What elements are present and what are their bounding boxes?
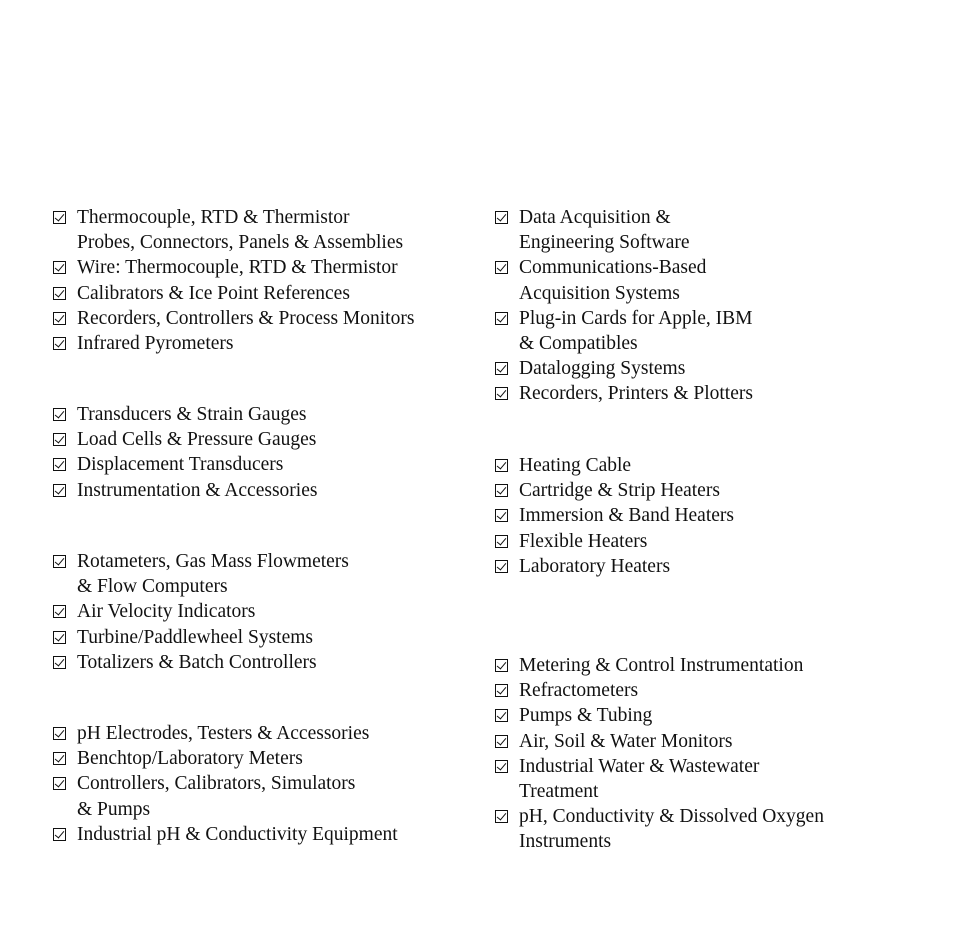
list-item-text: Heating Cable xyxy=(519,455,632,476)
list-item xyxy=(495,381,753,406)
list-item xyxy=(53,281,414,306)
list-item-text: Turbine/Paddlewheel Systems xyxy=(77,626,313,648)
product-group-environmental xyxy=(495,653,824,855)
checked-box-icon xyxy=(495,810,508,823)
product-group-data-acquisition xyxy=(495,205,753,407)
list-item-text: Industrial pH & Conductivity Equipment xyxy=(77,823,398,845)
list-item xyxy=(53,331,414,356)
checked-box-icon xyxy=(53,484,66,497)
list-item-text: Treatment xyxy=(519,781,599,803)
checked-box-icon xyxy=(495,535,508,548)
checked-box-icon xyxy=(495,560,508,573)
checked-box-icon xyxy=(495,484,508,497)
list-item xyxy=(53,822,398,847)
list-item-text: & Flow Computers xyxy=(77,576,228,598)
list-item xyxy=(53,721,398,746)
list-item-text: Transducers & Strain Gauges xyxy=(77,404,307,425)
list-item xyxy=(53,452,317,477)
list-item-text: Air, Soil & Water Monitors xyxy=(519,730,733,752)
list-item-text: Infrared Pyrometers xyxy=(77,333,234,355)
checked-box-icon xyxy=(495,659,508,672)
list-item-text: Flexible Heaters xyxy=(519,530,648,552)
list-item-text: Calibrators & Ice Point References xyxy=(77,282,350,304)
checked-box-icon xyxy=(53,337,66,350)
checked-box-icon xyxy=(53,631,66,644)
list-item-text: & Compatibles xyxy=(519,333,638,355)
list-item xyxy=(495,554,734,579)
list-item xyxy=(495,205,753,255)
checked-box-icon xyxy=(53,261,66,274)
checked-box-icon xyxy=(53,312,66,325)
list-item xyxy=(495,503,734,528)
checked-box-icon xyxy=(495,709,508,722)
list-item-text: Benchtop/Laboratory Meters xyxy=(77,748,303,770)
list-item-text: Instruments xyxy=(519,831,612,853)
list-item-text: Laboratory Heaters xyxy=(519,555,671,577)
list-item xyxy=(495,529,734,554)
product-group-ph xyxy=(53,721,398,847)
list-item xyxy=(53,650,349,675)
checked-box-icon xyxy=(53,408,66,421)
checked-box-icon xyxy=(53,211,66,224)
list-item xyxy=(53,255,414,280)
list-item xyxy=(495,356,753,381)
list-item xyxy=(495,653,824,678)
list-item-text: Recorders, Controllers & Process Monitors xyxy=(77,307,415,329)
checked-box-icon xyxy=(495,459,508,472)
list-item-text: Thermocouple, RTD & Thermistor xyxy=(77,207,350,228)
list-item xyxy=(53,205,414,255)
list-item xyxy=(53,549,349,599)
list-item xyxy=(495,729,824,754)
list-item-text: Engineering Software xyxy=(519,232,690,254)
list-item xyxy=(495,754,824,804)
list-item-text: Plug-in Cards for Apple, IBM xyxy=(519,307,753,329)
list-item-text: Communications-Based xyxy=(519,257,707,279)
list-item xyxy=(53,771,398,821)
list-item-text: Controllers, Calibrators, Simulators xyxy=(77,773,356,795)
checked-box-icon xyxy=(495,760,508,773)
list-item xyxy=(53,427,317,452)
checked-box-icon xyxy=(495,684,508,697)
list-item-text: Probes, Connectors, Panels & Assemblies xyxy=(77,232,404,254)
checked-box-icon xyxy=(53,656,66,669)
list-item-text: Displacement Transducers xyxy=(77,454,284,476)
list-item xyxy=(495,306,753,356)
list-item-text: Datalogging Systems xyxy=(519,358,686,380)
list-item-text: Load Cells & Pressure Gauges xyxy=(77,429,317,451)
checked-box-icon xyxy=(495,211,508,224)
list-item xyxy=(495,453,734,478)
list-item xyxy=(495,255,753,305)
list-item-text: Industrial Water & Wastewater xyxy=(519,755,760,777)
list-item xyxy=(495,678,824,703)
checked-box-icon xyxy=(495,509,508,522)
checked-box-icon xyxy=(53,555,66,568)
list-item-text: Instrumentation & Accessories xyxy=(77,479,318,501)
product-group-temperature xyxy=(53,205,414,356)
checked-box-icon xyxy=(53,605,66,618)
list-item-text: Cartridge & Strip Heaters xyxy=(519,480,720,502)
list-item xyxy=(495,478,734,503)
list-item xyxy=(53,478,317,503)
list-item-text: pH Electrodes, Testers & Accessories xyxy=(77,723,370,744)
list-item-text: Data Acquisition & xyxy=(519,207,671,228)
list-item xyxy=(53,306,414,331)
checked-box-icon xyxy=(495,735,508,748)
list-item-text: pH, Conductivity & Dissolved Oxygen xyxy=(519,806,824,828)
list-item-text: Metering & Control Instrumentation xyxy=(519,655,804,676)
checked-box-icon xyxy=(53,828,66,841)
list-item-text: & Pumps xyxy=(77,798,151,820)
list-item xyxy=(495,804,824,854)
checked-box-icon xyxy=(495,387,508,400)
checked-box-icon xyxy=(53,433,66,446)
list-item-text: Air Velocity Indicators xyxy=(77,601,256,623)
checked-box-icon xyxy=(495,312,508,325)
checked-box-icon xyxy=(53,458,66,471)
list-item-text: Totalizers & Batch Controllers xyxy=(77,651,317,673)
checked-box-icon xyxy=(53,287,66,300)
list-item-text: Wire: Thermocouple, RTD & Thermistor xyxy=(77,257,398,279)
checked-box-icon xyxy=(495,261,508,274)
checked-box-icon xyxy=(495,362,508,375)
list-item xyxy=(53,599,349,624)
list-item xyxy=(53,746,398,771)
product-group-pressure-strain xyxy=(53,402,317,503)
list-item-text: Rotameters, Gas Mass Flowmeters xyxy=(77,551,349,572)
list-item xyxy=(495,703,824,728)
product-group-flow xyxy=(53,549,349,675)
list-item-text: Recorders, Printers & Plotters xyxy=(519,383,753,405)
checked-box-icon xyxy=(53,727,66,740)
product-group-heaters xyxy=(495,453,734,579)
checked-box-icon xyxy=(53,777,66,790)
checked-box-icon xyxy=(53,752,66,765)
list-item-text: Pumps & Tubing xyxy=(519,705,653,727)
list-item xyxy=(53,625,349,650)
list-item-text: Refractometers xyxy=(519,680,639,702)
list-item-text: Acquisition Systems xyxy=(519,282,680,304)
list-item-text: Immersion & Band Heaters xyxy=(519,505,734,527)
list-item xyxy=(53,402,317,427)
